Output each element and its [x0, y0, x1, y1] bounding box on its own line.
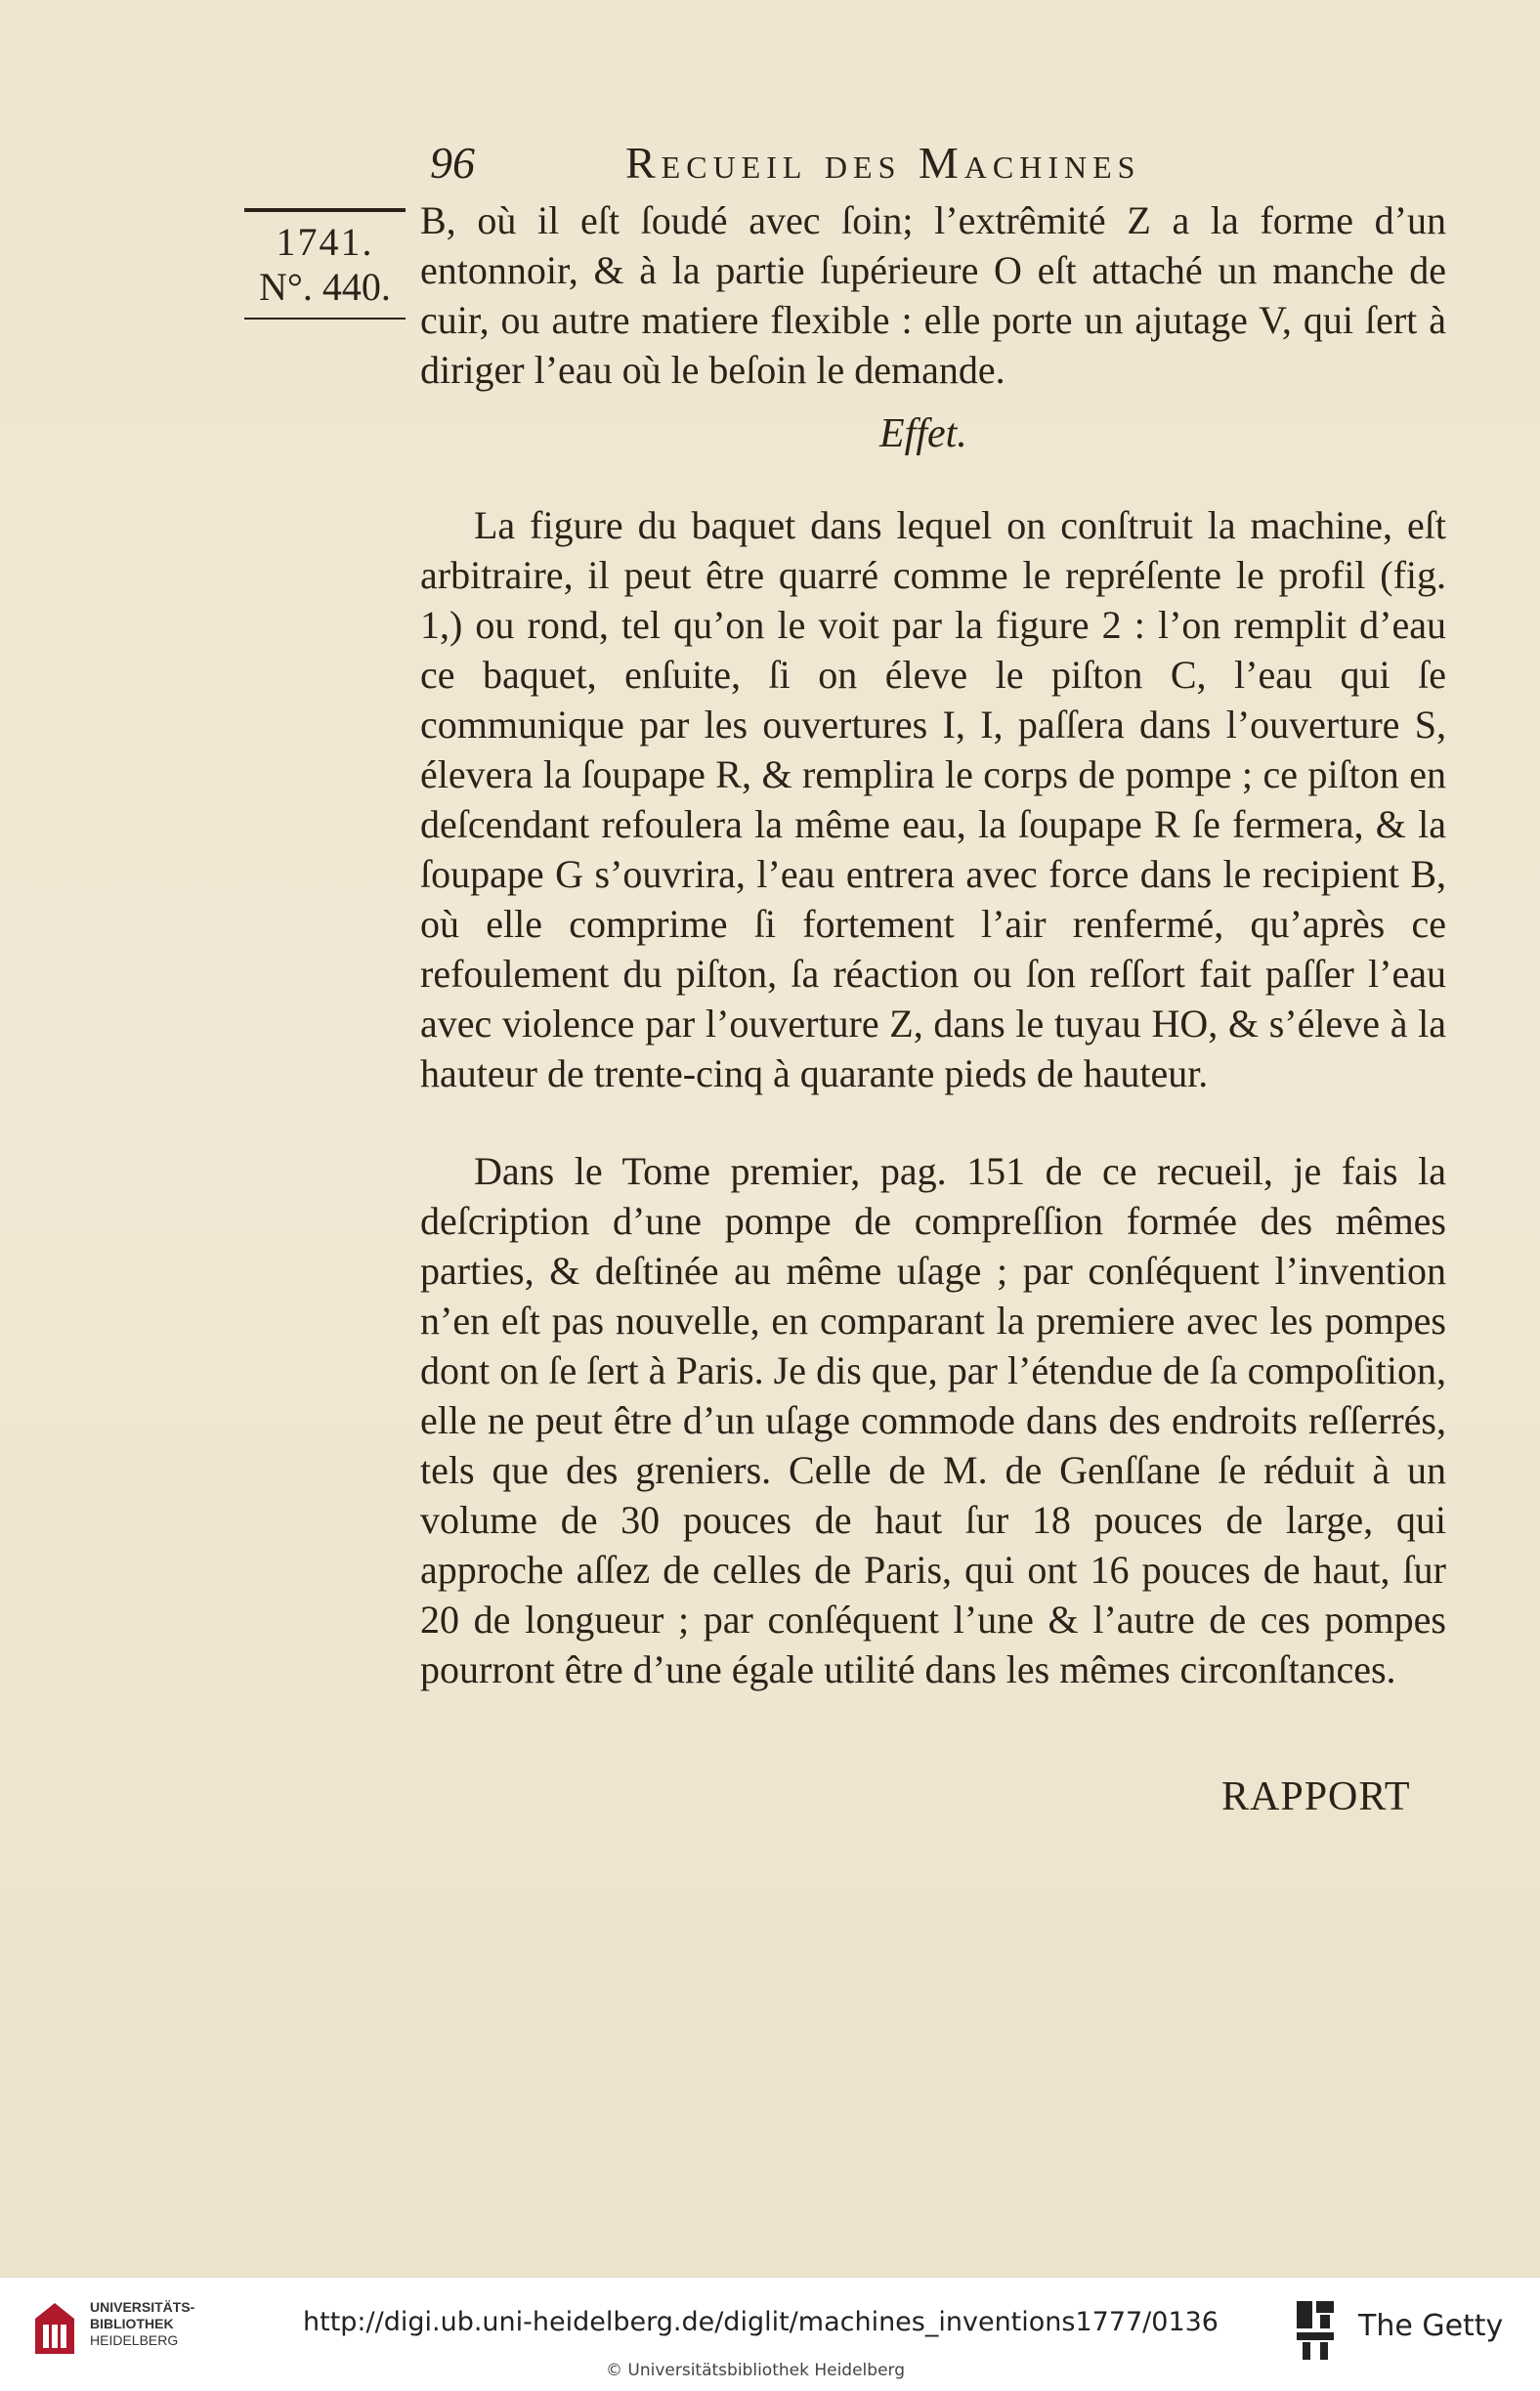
- margin-rule-bottom: [244, 318, 406, 320]
- paragraph-3: [420, 1146, 1446, 1694]
- paragraph-2-text: La figure du baquet dans lequel on conſtruit la machine, eſt arbitraire, il peut être quarré comme le repréſente le profil (fig. 1,) ou rond, tel qu’on le voit par la figure 2 : l’on remplit d’eau ce baquet, enſuite, ſi on éleve le piſton C, l’eau qui ſe communique par les ouvertures I, I, paſſera dans l’ouverture S, élevera la ſoupape R, & remplira le corps de pompe ; ce piſton en deſcendant refoulera la même eau, la ſoupape R ſe fermera, & la ſoupape G s’ouvrira, l’eau entrera avec force dans le recipient B, où elle comprime ſi fortement l’air renfermé, qu’après ce refoulement du piſton, ſa réaction ou ſon reſſort fait paſſer l’eau avec violence par l’ouverture Z, dans le tuyau HO, & s’éleve à la hauteur de trente-cinq à quarante pieds de hauteur.: [420, 503, 1446, 1095]
- university-library-logo-icon: [29, 2297, 80, 2360]
- getty-logo-icon: [1295, 2299, 1336, 2362]
- copyright-notice: © Universitätsbibliothek Heidelberg: [606, 2361, 906, 2380]
- library-name: [90, 2299, 194, 2349]
- margin-note: [244, 200, 406, 327]
- paragraph-3-text: Dans le Tome premier, pag. 151 de ce recueil, je fais la deſcription d’une pompe de compreſſion formée des mêmes parties, & deſtinée au même uſage ; par conſéquent l’invention n’en eſt pas nouvelle, en comparant la premiere avec les pompes dont on ſe ſert à Paris. Je dis que, par l’étendue de ſa compoſition, elle ne peut être d’un uſage commode dans des endroits reſſerrés, tels que des greniers. Celle de M. de Genſſane ſe réduit à un volume de 30 pouces de haut ſur 18 pouces de large, qui approche aſſez de celles de Paris, qui ont 16 pouces de haut, ſur 20 de longueur ; par conſéquent l’une & l’autre de ces pompes pourront être d’une égale utilité dans les mêmes circonſtances.: [420, 1149, 1446, 1691]
- library-name-line-1: UNIVERSITÄTS-: [90, 2299, 195, 2315]
- margin-number: N°. 440.: [259, 265, 391, 309]
- page-number: 96: [430, 138, 475, 188]
- margin-rule-top: [244, 208, 406, 212]
- getty-label: The Getty: [1358, 2309, 1504, 2343]
- library-name-line-2: BIBLIOTHEK: [90, 2316, 174, 2331]
- running-title: Recueil des Machines: [625, 138, 1141, 188]
- paragraph-2: [420, 500, 1446, 1098]
- section-heading: Effet.: [879, 411, 967, 456]
- catchword: RAPPORT: [1221, 1774, 1411, 1819]
- permalink-url[interactable]: http://digi.ub.uni-heidelberg.de/diglit/machines_inventions1777/0136: [303, 2307, 1219, 2337]
- library-name-line-3: HEIDELBERG: [90, 2332, 179, 2348]
- margin-year: 1741.: [276, 220, 374, 264]
- paragraph-1-text: B, où il eſt ſoudé avec ſoin; l’extrêmité Z a la forme d’un entonnoir, & à la partie ſupérieure O eſt attaché un manche de cuir, ou autre matiere flexible : elle porte un ajutage V, qui ſert à diriger l’eau où le beſoin le demande.: [420, 198, 1446, 392]
- page-header: [420, 137, 1446, 195]
- paragraph-1: [420, 195, 1446, 395]
- footer-bar: [0, 2277, 1540, 2391]
